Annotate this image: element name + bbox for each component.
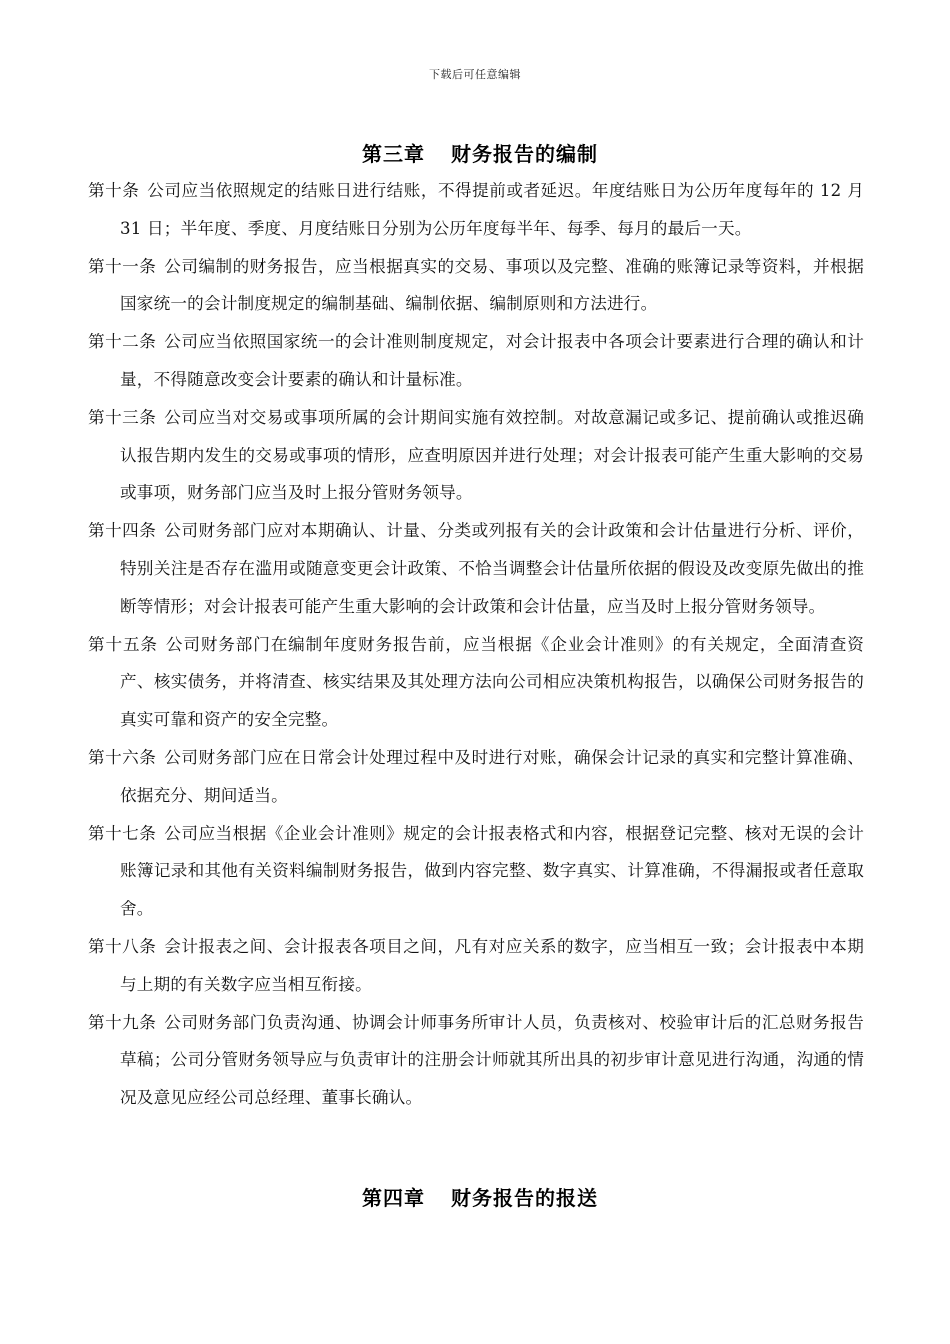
article-text: 公司应当依照国家统一的会计准则制度规定，对会计报表中各项会计要素进行合理的确认和计量，不得随意改变会计要素的确认和计量标准。	[120, 332, 864, 389]
chapter-title	[0, 138, 950, 167]
chapter-number: 第三章	[362, 142, 425, 166]
article-11	[88, 248, 864, 324]
chapter-heading: 财务报告的编制	[451, 142, 598, 166]
article-list	[88, 172, 864, 1117]
article-19	[88, 1004, 864, 1117]
article-text: 公司编制的财务报告，应当根据真实的交易、事项以及完整、准确的账簿记录等资料，并根据国家统一的会计制度规定的编制基础、编制依据、编制原则和方法进行。	[120, 256, 864, 314]
article-number: 第十四条	[88, 521, 157, 541]
article-12	[88, 323, 864, 399]
article-number: 第十九条	[88, 1012, 157, 1032]
article-text: 公司财务部门应在日常会计处理过程中及时进行对账，确保会计记录的真实和完整计算准确、依据充分、期间适当。	[120, 747, 864, 805]
article-text: 公司应当依照规定的结账日进行结账，不得提前或者延迟。年度结账日为公历年度每年的 12 月 31 日；半年度、季度、月度结账日分别为公历年度每半年、每季、每月的最后一天。	[120, 181, 864, 238]
article-text: 公司财务部门负责沟通、协调会计师事务所审计人员，负责核对、校验审计后的汇总财务报告草稿；公司分管财务领导应与负责审计的注册会计师就其所出具的初步审计意见进行沟通，沟通的情况及意见应经公司总经理、董事长确认。	[120, 1012, 864, 1108]
article-15	[88, 626, 864, 739]
chapter-heading: 财务报告的报送	[451, 1186, 598, 1210]
article-number: 第十五条	[88, 634, 158, 654]
article-number: 第十七条	[88, 823, 157, 843]
article-14	[88, 512, 864, 625]
article-13	[88, 399, 864, 512]
article-text: 公司财务部门应对本期确认、计量、分类或列报有关的会计政策和会计估量进行分析、评价，特别关注是否存在滥用或随意变更会计政策、不恰当调整会计估量所依据的假设及改变原先做出的推断等情形；对会计报表可能产生重大影响的会计政策和会计估量，应当及时上报分管财务领导。	[120, 521, 864, 616]
article-text: 公司应当根据《企业会计准则》规定的会计报表格式和内容，根据登记完整、核对无误的会计账簿记录和其他有关资料编制财务报告，做到内容完整、数字真实、计算准确，不得漏报或者任意取舍。	[120, 823, 864, 919]
article-number: 第十三条	[88, 407, 157, 427]
article-text: 会计报表之间、会计报表各项目之间，凡有对应关系的数字，应当相互一致；会计报表中本期与上期的有关数字应当相互衔接。	[120, 936, 864, 994]
article-number: 第十六条	[88, 747, 157, 767]
article-number: 第十八条	[88, 936, 157, 956]
article-10	[88, 172, 864, 248]
header-note: 下载后可任意编辑	[429, 68, 521, 81]
article-number: 第十条	[88, 181, 140, 200]
article-17	[88, 815, 864, 928]
chapter-number: 第四章	[362, 1186, 425, 1210]
article-text: 公司应当对交易或事项所属的会计期间实施有效控制。对故意漏记或多记、提前确认或推迟确认报告期内发生的交易或事项的情形，应查明原因并进行处理；对会计报表可能产生重大影响的交易或事项，财务部门应当及时上报分管财务领导。	[120, 407, 864, 503]
article-number: 第十二条	[88, 332, 157, 352]
article-text: 公司财务部门在编制年度财务报告前，应当根据《企业会计准则》的有关规定，全面清查资产、核实债务，并将清查、核实结果及其处理方法向公司相应决策机构报告，以确保公司财务报告的真实可靠和资产的安全完整。	[120, 634, 864, 730]
article-number: 第十一条	[88, 256, 157, 276]
article-16	[88, 739, 864, 815]
chapter-title	[0, 1182, 950, 1211]
article-18	[88, 928, 864, 1004]
